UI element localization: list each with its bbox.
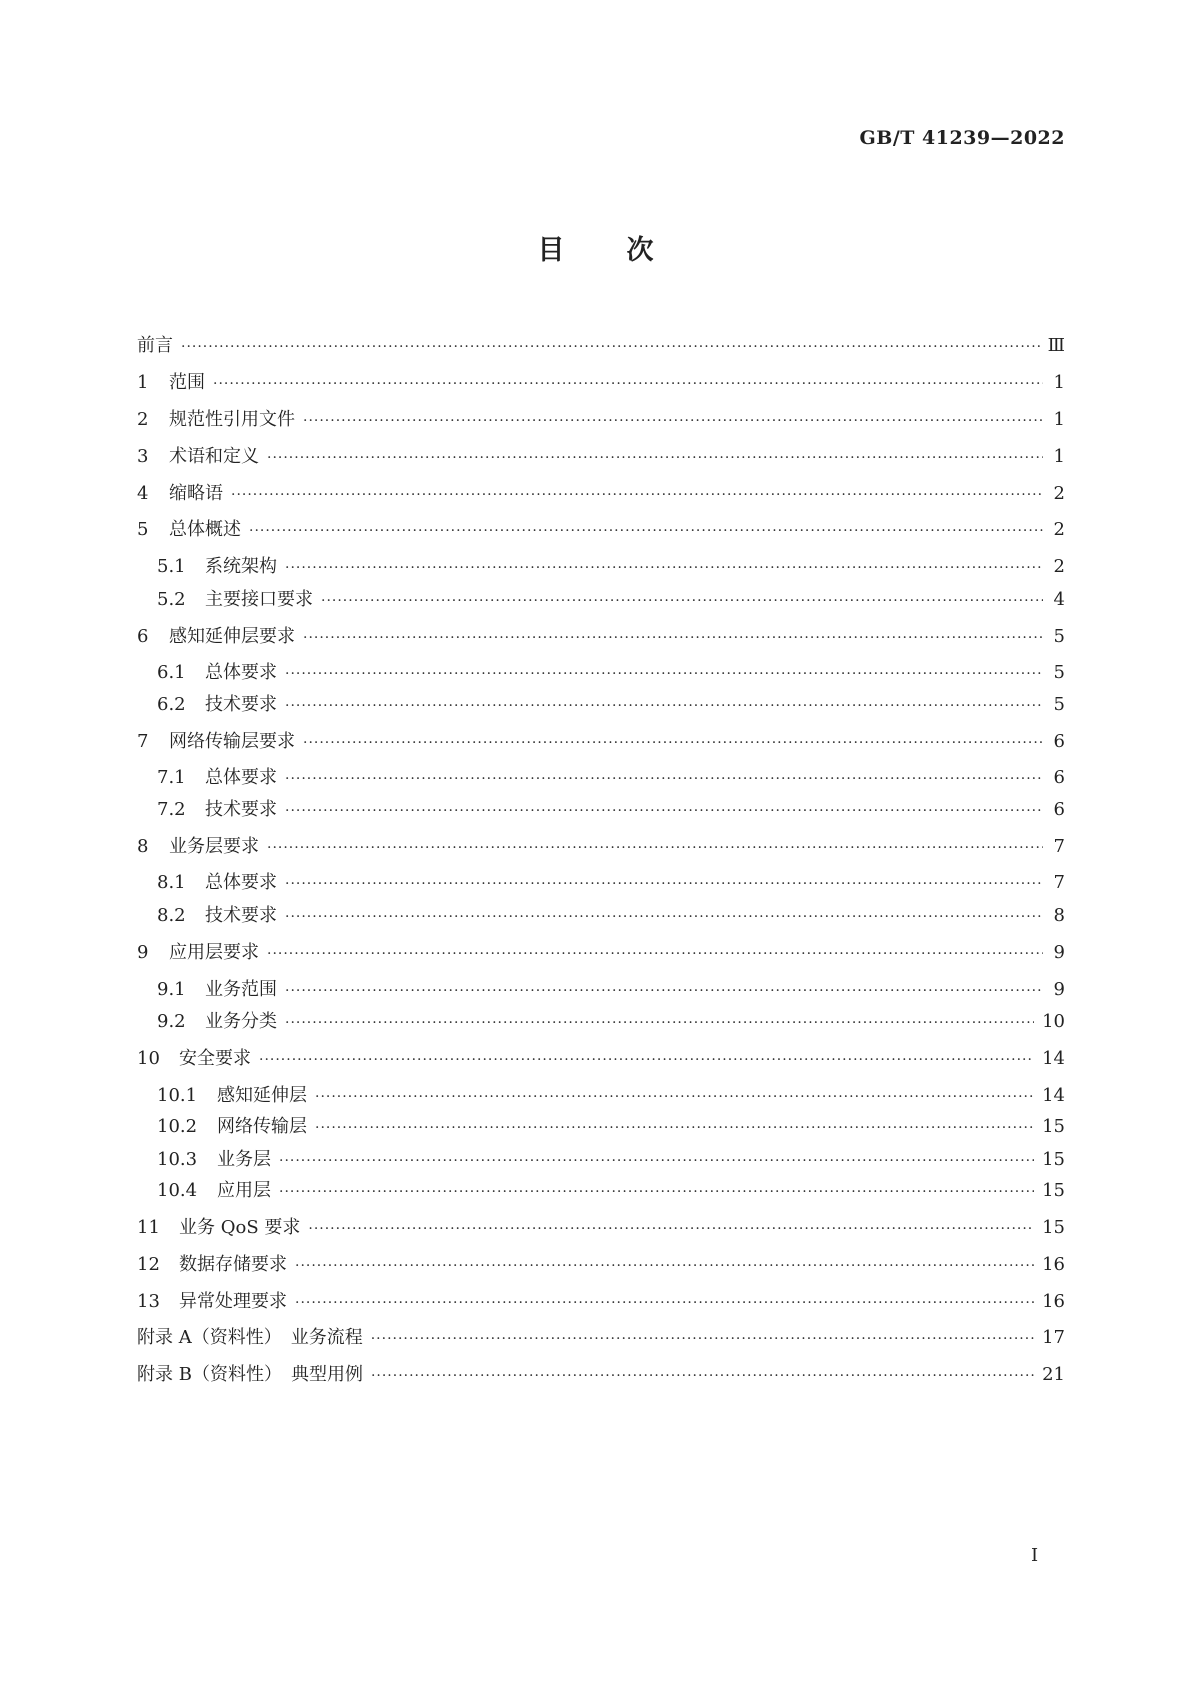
toc-entry-page: 9: [1053, 942, 1065, 963]
dot-leader: [285, 666, 1043, 682]
toc-entry-number: 5.2: [157, 589, 186, 610]
toc-entry[interactable]: [157, 868, 1065, 892]
toc-entry-number: 10.1: [157, 1085, 198, 1106]
toc-entry-page: 4: [1053, 589, 1065, 610]
dot-leader: [213, 376, 1043, 392]
toc-entry[interactable]: [157, 795, 1065, 819]
dot-leader: [308, 1221, 1034, 1237]
dot-leader: [285, 698, 1043, 714]
toc-entry-label: 网络传输层: [217, 1116, 307, 1137]
toc-entry-number: 6.1: [157, 662, 186, 683]
toc-entry-number: 6: [137, 626, 149, 647]
toc-entry[interactable]: [137, 1323, 1065, 1347]
toc-entry[interactable]: [157, 585, 1065, 609]
toc-entry[interactable]: [137, 1250, 1065, 1274]
toc-entry[interactable]: [137, 1213, 1065, 1237]
toc-entry-page: 2: [1053, 556, 1065, 577]
dot-leader: [249, 523, 1043, 539]
toc-entry-page: 1: [1053, 446, 1065, 467]
toc-entry-page: 1: [1053, 409, 1065, 430]
toc-entry[interactable]: [157, 552, 1065, 576]
toc-entry-page: 10: [1042, 1011, 1065, 1032]
dot-leader: [303, 413, 1043, 429]
toc-entry-number: 13: [137, 1291, 160, 1312]
toc-entry-number: 10: [137, 1048, 160, 1069]
toc-entry[interactable]: [137, 331, 1065, 355]
toc-entry-label: 业务范围: [205, 979, 277, 1000]
toc-entry[interactable]: [137, 938, 1065, 962]
toc-entry[interactable]: [137, 832, 1065, 856]
toc-entry-label: 感知延伸层: [217, 1085, 307, 1106]
toc-entry-label: 技术要求: [205, 905, 277, 926]
toc-entry-page: 5: [1053, 626, 1065, 647]
toc-entry-number: 5: [137, 519, 149, 540]
toc-entry-page: 2: [1053, 519, 1065, 540]
toc-entry-page: 6: [1053, 767, 1065, 788]
toc-entry-page: 21: [1042, 1364, 1065, 1385]
toc-entry[interactable]: [137, 405, 1065, 429]
toc-entry[interactable]: [137, 1360, 1065, 1384]
toc-entry-label: 主要接口要求: [205, 589, 313, 610]
toc-entry-page: 14: [1042, 1048, 1065, 1069]
toc-entry[interactable]: [157, 1007, 1065, 1031]
dot-leader: [295, 1258, 1034, 1274]
toc-entry-page: 14: [1042, 1085, 1065, 1106]
dot-leader: [303, 735, 1043, 751]
toc-entry[interactable]: [137, 622, 1065, 646]
toc-entry-label: 业务层要求: [169, 836, 259, 857]
toc-entry-number: 9.2: [157, 1011, 186, 1032]
toc-entry-number: 8.2: [157, 905, 186, 926]
toc-entry-number: 7.1: [157, 767, 186, 788]
toc-entry-label: 系统架构: [205, 556, 277, 577]
toc-entry-page: 15: [1042, 1116, 1065, 1137]
toc-entry-label: 异常处理要求: [179, 1291, 287, 1312]
dot-leader: [267, 946, 1043, 962]
standard-number: GB/T 41239—2022: [859, 127, 1065, 149]
toc-entry-page: 17: [1042, 1327, 1065, 1348]
toc-entry-number: 9: [137, 942, 149, 963]
toc-entry[interactable]: [157, 658, 1065, 682]
toc-entry-label: 附录 B（资料性） 典型用例: [137, 1364, 363, 1385]
toc-entry-label: 技术要求: [205, 694, 277, 715]
page-title: 目次: [537, 235, 716, 266]
toc-entry-number: 10.2: [157, 1116, 198, 1137]
toc-entry-number: 5.1: [157, 556, 186, 577]
dot-leader: [267, 450, 1043, 466]
toc-entry-page: 15: [1042, 1217, 1065, 1238]
toc-entry-label: 缩略语: [169, 483, 223, 504]
toc-entry-page: 5: [1053, 694, 1065, 715]
toc-entry-page: 7: [1053, 872, 1065, 893]
toc-entry-label: 总体要求: [205, 767, 277, 788]
dot-leader: [303, 630, 1043, 646]
toc-entry-number: 7.2: [157, 799, 186, 820]
dot-leader: [315, 1089, 1034, 1105]
toc-entry-number: 4: [137, 483, 149, 504]
dot-leader: [259, 1052, 1034, 1068]
toc-entry-page: 16: [1042, 1291, 1065, 1312]
dot-leader: [285, 1015, 1034, 1031]
toc-entry-number: 10.3: [157, 1149, 198, 1170]
toc-entry-label: 感知延伸层要求: [169, 626, 295, 647]
dot-leader: [285, 983, 1043, 999]
toc-entry-page: 2: [1053, 483, 1065, 504]
toc-entry-page: 6: [1053, 731, 1065, 752]
toc-entry-label: 总体要求: [205, 662, 277, 683]
toc-entry-label: 网络传输层要求: [169, 731, 295, 752]
toc-entry[interactable]: [157, 1081, 1065, 1105]
toc-entry-page: 16: [1042, 1254, 1065, 1275]
toc-entry[interactable]: [157, 1145, 1065, 1169]
dot-leader: [285, 771, 1043, 787]
toc-entry[interactable]: [137, 1044, 1065, 1068]
toc-entry[interactable]: [137, 479, 1065, 503]
toc-entry[interactable]: [137, 515, 1065, 539]
dot-leader: [371, 1331, 1034, 1347]
toc-entry-label: 总体要求: [205, 872, 277, 893]
toc-entry-number: 7: [137, 731, 149, 752]
dot-leader: [285, 909, 1043, 925]
dot-leader: [267, 840, 1043, 856]
toc-entry[interactable]: [157, 763, 1065, 787]
dot-leader: [279, 1184, 1034, 1200]
dot-leader: [295, 1295, 1034, 1311]
toc-entry[interactable]: [157, 975, 1065, 999]
dot-leader: [285, 803, 1043, 819]
toc-entry-label: 业务分类: [205, 1011, 277, 1032]
toc-entry-label: 范围: [169, 372, 205, 393]
toc-entry[interactable]: [157, 1112, 1065, 1136]
toc-entry[interactable]: [137, 1287, 1065, 1311]
toc-entry-page: 6: [1053, 799, 1065, 820]
toc-entry-number: 8.1: [157, 872, 186, 893]
dot-leader: [285, 876, 1043, 892]
toc-entry-label: 安全要求: [179, 1048, 251, 1069]
toc-entry-label: 技术要求: [205, 799, 277, 820]
toc-entry-label: 应用层要求: [169, 942, 259, 963]
toc-entry-page: Ⅲ: [1047, 335, 1065, 356]
toc-entry-number: 10.4: [157, 1180, 198, 1201]
toc-entry-label: 术语和定义: [169, 446, 259, 467]
toc-entry-number: 6.2: [157, 694, 186, 715]
toc-entry-page: 1: [1053, 372, 1065, 393]
toc-entry-number: 11: [137, 1217, 160, 1238]
toc-entry[interactable]: [137, 727, 1065, 751]
dot-leader: [371, 1368, 1034, 1384]
toc-entry-page: 9: [1053, 979, 1065, 1000]
toc-entry-label: 规范性引用文件: [169, 409, 295, 430]
toc-entry-number: 8: [137, 836, 149, 857]
toc-entry-label: 业务 QoS 要求: [179, 1217, 301, 1238]
dot-leader: [279, 1153, 1034, 1169]
toc-entry[interactable]: [157, 1176, 1065, 1200]
page-number: I: [1031, 1545, 1039, 1566]
toc-entry-number: 1: [137, 372, 149, 393]
toc-entry-number: 12: [137, 1254, 160, 1275]
dot-leader: [285, 560, 1043, 576]
toc-entry-label: 应用层: [217, 1180, 271, 1201]
toc-entry-number: 9.1: [157, 979, 186, 1000]
dot-leader: [315, 1120, 1034, 1136]
toc-entry-number: 3: [137, 446, 149, 467]
toc-entry-page: 8: [1053, 905, 1065, 926]
toc-entry-label: 业务层: [217, 1149, 271, 1170]
toc-entry-page: 7: [1053, 836, 1065, 857]
toc-entry-page: 15: [1042, 1180, 1065, 1201]
toc-entry-label: 附录 A（资料性） 业务流程: [137, 1327, 363, 1348]
toc-entry-label: 总体概述: [169, 519, 241, 540]
dot-leader: [181, 339, 1040, 355]
toc-entry[interactable]: [157, 690, 1065, 714]
toc-entry-page: 5: [1053, 662, 1065, 683]
toc-entry-label: 前言: [137, 335, 173, 356]
toc-entry-number: 2: [137, 409, 149, 430]
dot-leader: [231, 487, 1043, 503]
toc-entry[interactable]: [157, 901, 1065, 925]
toc-entry[interactable]: [137, 368, 1065, 392]
toc-entry-label: 数据存储要求: [179, 1254, 287, 1275]
dot-leader: [321, 593, 1043, 609]
toc-entry[interactable]: [137, 442, 1065, 466]
toc-entry-page: 15: [1042, 1149, 1065, 1170]
